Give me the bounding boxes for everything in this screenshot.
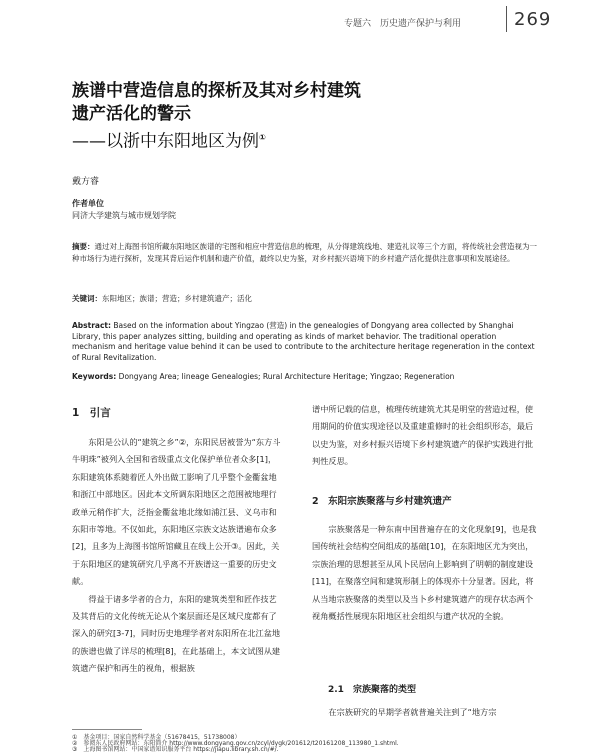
running-header: 专题六 历史遗产保护与利用	[344, 19, 462, 29]
keywords-zh-label: 关键词：	[72, 294, 102, 303]
keywords-en-label: Keywords:	[72, 372, 117, 381]
abstract-zh	[72, 241, 542, 265]
section-1-paragraph-3: 谱中所记载的信息，梳理传统建筑尤其是明堂的营造过程，使用期间的价值实现途径以及重建重修时的社会组织形态，最后以史为鉴，对乡村振兴语境下乡村建筑遗产的保护实践进行批判性反思。	[312, 404, 534, 467]
abstract-zh-label: 摘要：	[72, 242, 95, 251]
subsection-2-1-body	[312, 704, 540, 721]
title-line-1: 族谱中营造信息的探析及其对乡村建筑	[72, 81, 361, 101]
footnote-rule	[72, 729, 142, 730]
title-line-2: 遗产活化的警示	[72, 104, 191, 124]
section-1-heading: 1 引言	[72, 407, 111, 419]
keywords-zh-text: 东阳地区；族谱；营造；乡村建筑遗产；活化	[102, 294, 252, 303]
keywords-en	[72, 372, 542, 381]
abstract-zh-text: 通过对上海图书馆所藏东阳地区族谱的宅图和相应中营造信息的梳理，从分得建筑线地、建造礼议等三个方面，将传统社会营造视为一种市场行为进行探析，发现其背后运作机制和遗产价值，最终以史为鉴，对乡村振兴语境下的乡村遗产活化提供注意事项和发展途径。	[72, 242, 537, 263]
body-column-left	[72, 434, 284, 678]
section-2-paragraph-1: 宗族聚落是一种东南中国普遍存在的文化现象[9]，也是我国传统社会结构空间组成的基础[10]，在东阳地区尤为突出，宗族治理的思想甚至从风卜民居向上影响到了明朝的制度建设[11]，在聚落空间和建筑形制上的体现亦十分显著。因此，将从当地宗族聚落的类型以及当卜乡村建筑遗产的现存状态两个视角概括性展现东阳地区社会组织与遗产状况的全貌。	[312, 524, 537, 622]
section-2-heading: 2 东阳宗族聚落与乡村建筑遗产	[312, 496, 452, 507]
section-1-paragraph-1: 东阳是公认的“建筑之乡”②，东阳民居被誉为“东方斗牛明珠”被列入全国和省级重点文化保护单位者众多[1]，东阳建筑体系随着匠人外出做工影响了几乎整个金衢盆地和浙江中部地区。因此本文所调东阳地区之范围被地理行政单元稍作扩大，泛指金衢盆地北缘如浦江县、义乌市和东阳市等地。不仅如此，东阳地区宗族文达族谱遍布众多[2]，且多为上海图书馆所馆藏且在线上公开③。因此，关于东阳地区的建筑研究几乎离不开族谱这一重要的历史文献。	[72, 437, 281, 587]
body-column-right	[312, 401, 540, 471]
footnote-1: ① 基金项目：国家自然科学基金（51678415，51738008）	[72, 734, 241, 741]
subsection-2-1-heading: 2.1 宗族聚落的类型	[328, 685, 416, 695]
footnote-2: ② 参阅东人民政府网站：东阳简介 http://www.dongyang.gov.cn/zcyl/dygk/201612/t20161208_113980_1.shtml.	[72, 740, 399, 747]
header-divider	[506, 6, 507, 32]
footnote-3: ③ 上海图书馆网站：中国家谱知识服务平台 https://jiapu.library.sh.cn/#/.	[72, 746, 279, 753]
section-1-paragraph-2: 得益于诸多学者的合力，东阳的建筑类型和匠作技艺及其背后的文化传统无论从个案层面还是区域尺度都有了深入的研究[3-7]，同时历史地理学者对东阳所在北江盆地的族谱也做了详尽的梳理[8]，在此基础上，本文试图从建筑遗产保护和再生的视角，根据族	[72, 593, 281, 674]
author-unit-label: 作者单位	[72, 199, 104, 208]
keywords-en-text: Dongyang Area; lineage Genealogies; Rural Architecture Heritage; Yingzao; Regeneration	[118, 372, 455, 381]
page-number: 269	[514, 9, 552, 30]
keywords-zh	[72, 293, 542, 304]
subsection-2-1-paragraph-1: 在宗族研究的早期学者就普遍关注到了“地方宗	[328, 707, 497, 717]
author-unit: 同济大学建筑与城市规划学院	[72, 211, 176, 220]
section-2-body	[312, 521, 540, 625]
title-footnote-mark: ①	[259, 133, 266, 142]
abstract-en-label: Abstract:	[72, 321, 112, 330]
author-name: 戴方睿	[72, 177, 100, 187]
abstract-en	[72, 321, 540, 363]
title-subtitle: ——以浙中东阳地区为例	[72, 131, 259, 152]
article-title	[72, 80, 361, 154]
abstract-en-text: Based on the information about Yingzao (营造) in the genealogies of Dongyang area collected by Shanghai Library, this paper analyzes sitting, building and operating as kinds of market behavior. The traditional operation mechanism and heritage value behind it can be used to contribute to the architecture heritage regeneration in the context of Rural Revitalization.	[72, 321, 535, 362]
